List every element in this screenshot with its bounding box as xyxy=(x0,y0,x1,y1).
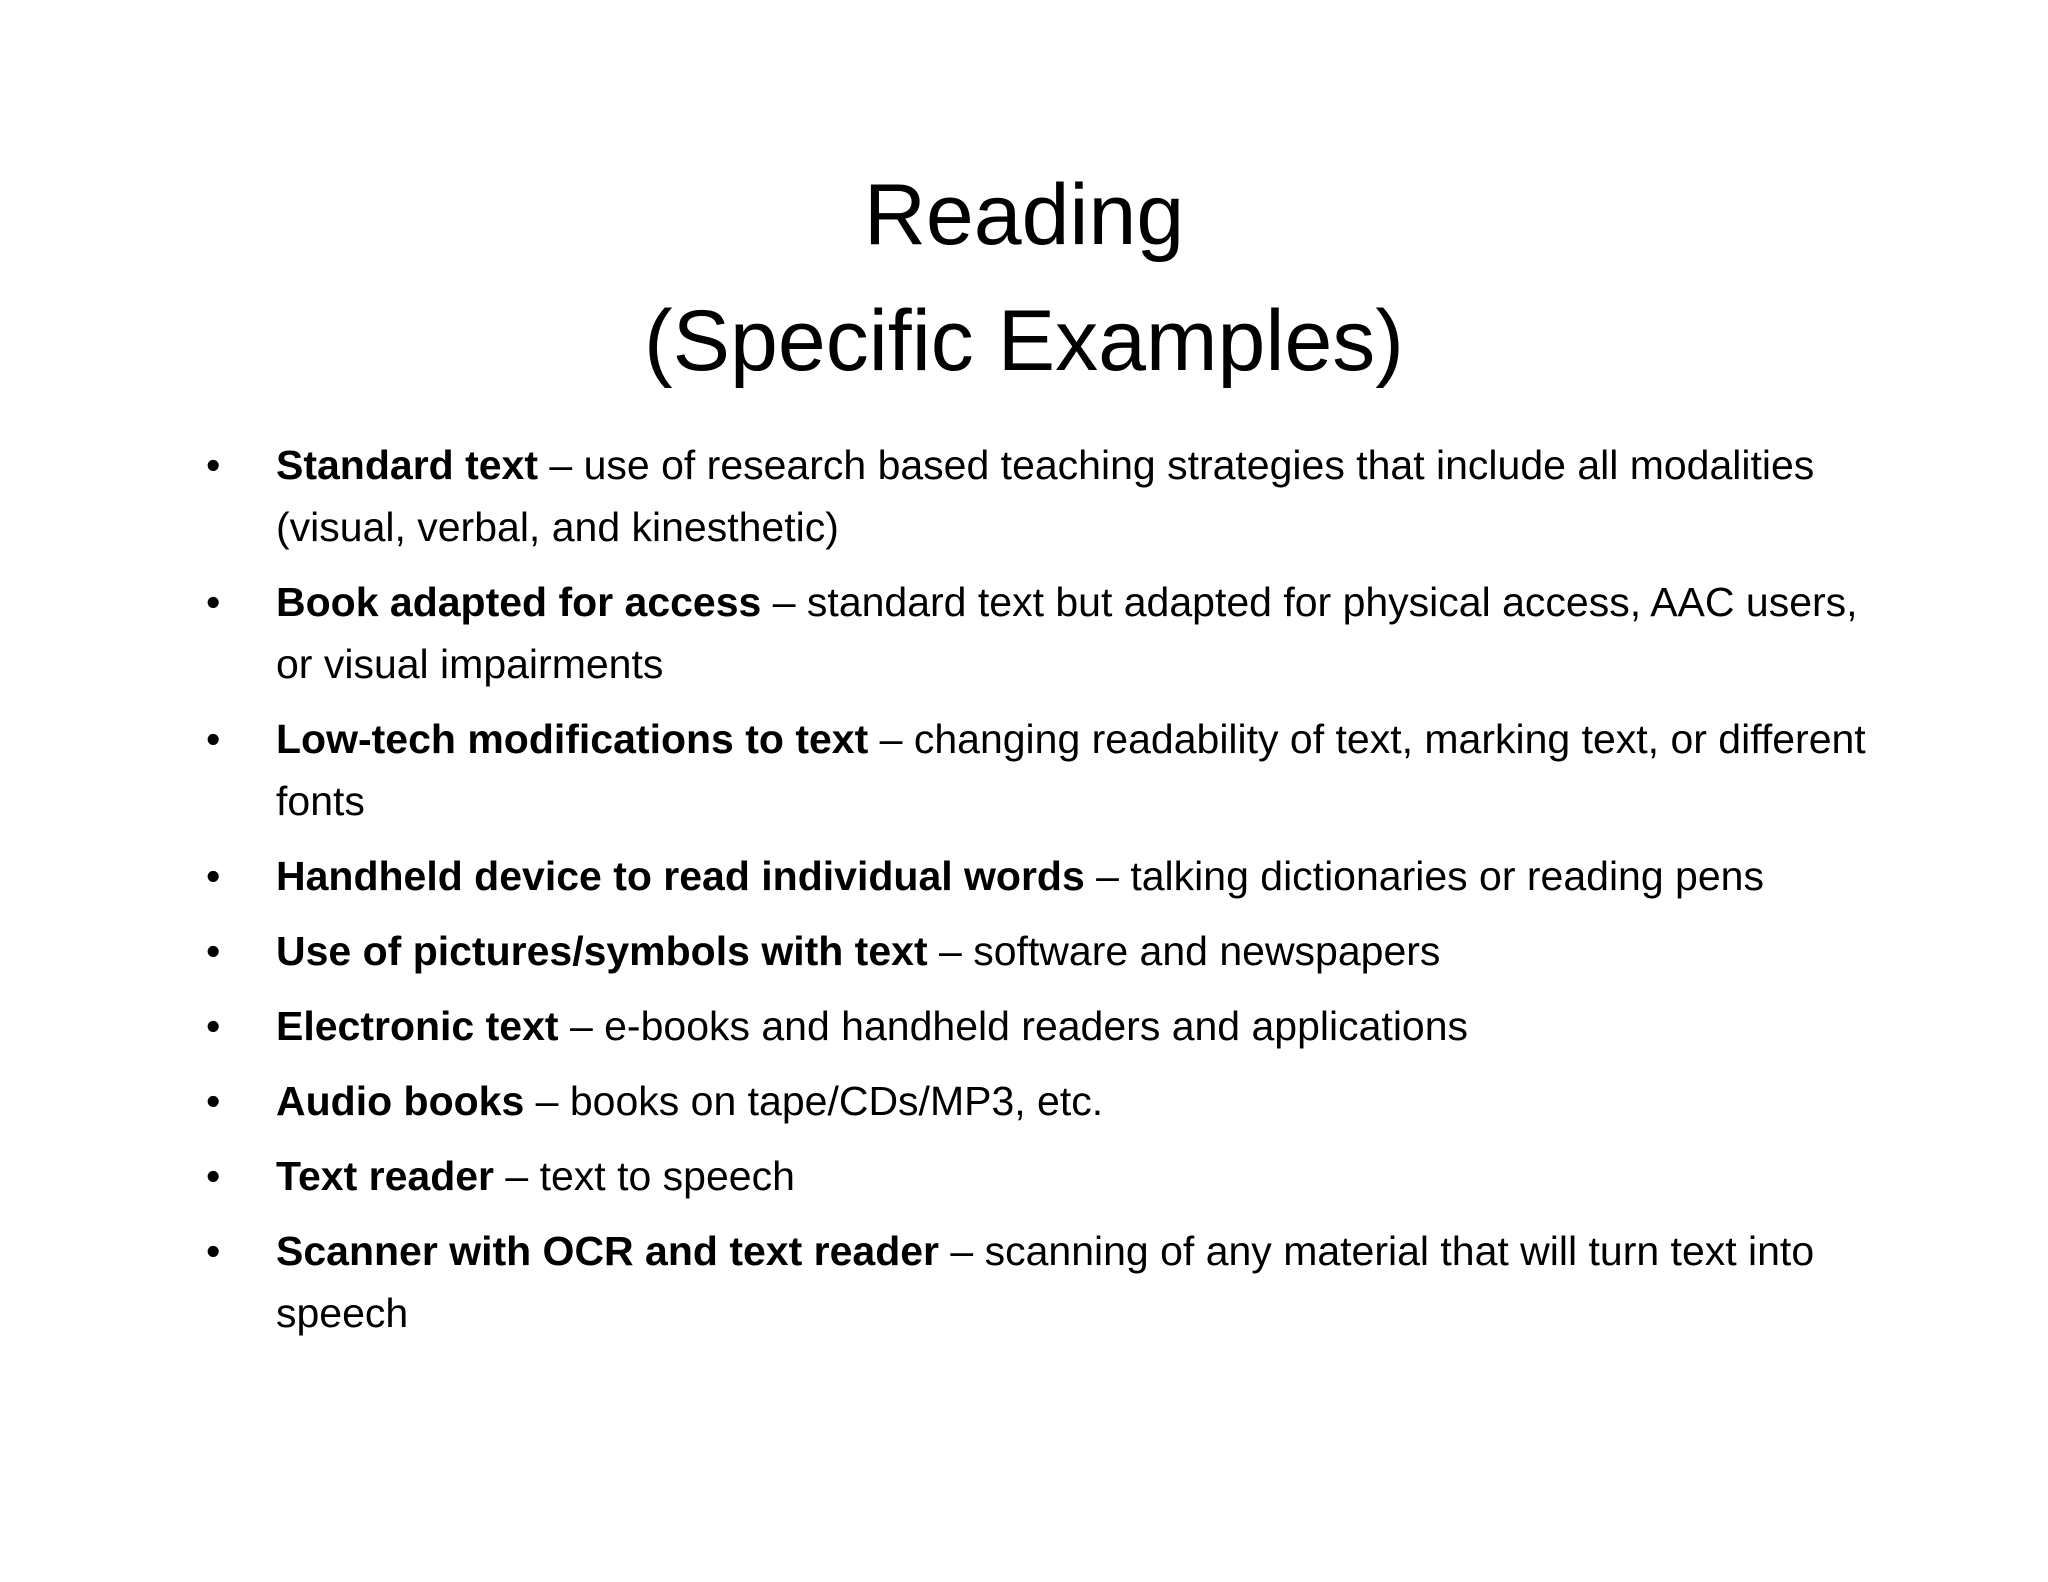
bullet-icon: • xyxy=(206,1003,221,1049)
bullet-icon: • xyxy=(206,853,221,899)
bullet-icon: • xyxy=(206,442,221,488)
bullet-description: – standard text but adapted for physical access, AAC users, or visual impairments xyxy=(276,579,1858,687)
bullet-description: – talking dictionaries or reading pens xyxy=(1084,853,1764,899)
bullet-icon: • xyxy=(206,579,221,625)
title-line-1: Reading xyxy=(863,167,1185,263)
bullet-icon: • xyxy=(206,1228,221,1274)
bullet-term: Standard text xyxy=(276,442,538,488)
bullet-term: Electronic text xyxy=(276,1003,559,1049)
list-item xyxy=(206,1070,1866,1132)
title-line-2: (Specific Examples) xyxy=(644,293,1404,389)
list-item xyxy=(206,995,1866,1057)
bullet-list xyxy=(206,434,1866,1357)
bullet-description: – software and newspapers xyxy=(927,928,1441,974)
bullet-description: – e-books and handheld readers and applications xyxy=(558,1003,1469,1049)
bullet-term: Use of pictures/symbols with text xyxy=(276,928,928,974)
bullet-icon: • xyxy=(206,1078,221,1124)
list-item xyxy=(206,1145,1866,1207)
bullet-icon: • xyxy=(206,1153,221,1199)
list-item xyxy=(206,434,1866,558)
bullet-term: Book adapted for access xyxy=(276,579,762,625)
bullet-icon: • xyxy=(206,716,221,762)
bullet-description: – books on tape/CDs/MP3, etc. xyxy=(524,1078,1104,1124)
bullet-term: Audio books xyxy=(276,1078,525,1124)
list-item xyxy=(206,845,1866,907)
bullet-description: – scanning of any material that will turn text into speech xyxy=(276,1228,1815,1336)
list-item xyxy=(206,1220,1866,1344)
list-item xyxy=(206,708,1866,832)
bullet-description: – text to speech xyxy=(494,1153,795,1199)
bullet-term: Low-tech modifications to text xyxy=(276,716,869,762)
bullet-icon: • xyxy=(206,928,221,974)
bullet-description: – use of research based teaching strategies that include all modalities (visual, verbal, and kinesthetic) xyxy=(276,442,1815,550)
list-item xyxy=(206,920,1866,982)
bullet-term: Scanner with OCR and text reader xyxy=(276,1228,940,1274)
bullet-description: – changing readability of text, marking text, or different fonts xyxy=(276,716,1866,824)
list-item xyxy=(206,571,1866,695)
bullet-term: Text reader xyxy=(276,1153,495,1199)
bullet-term: Handheld device to read individual words xyxy=(276,853,1085,899)
slide-title xyxy=(0,152,2048,404)
